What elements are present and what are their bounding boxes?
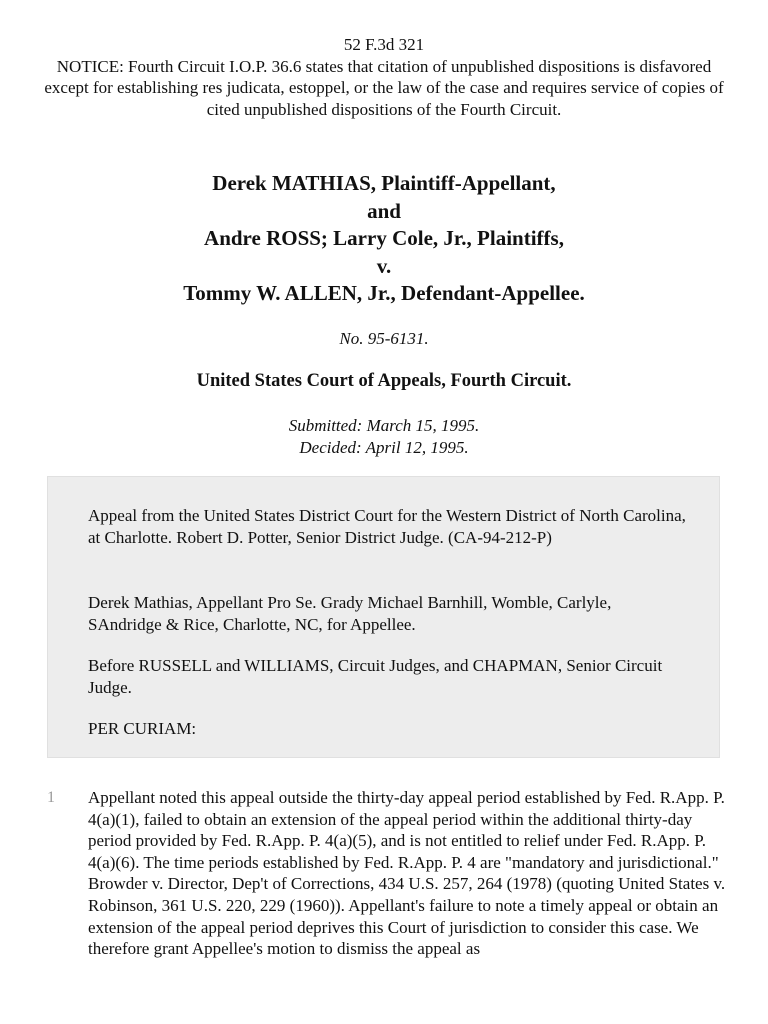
- opinion-paragraph: Appellant noted this appeal outside the thirty-day appeal period established by Fed. R.App. P. 4(a)(1), failed to obtain an extension of the appeal period within the additional thirty-day period provided by Fed. R.App. P. 4(a)(5), and is not entitled to relief under Fed. R.App. P. 4(a)(6). The time periods established by Fed. R.App. P. 4 are "mandatory and jurisdictional." Browder v. Director, Dep't of Corrections, 434 U.S. 257, 264 (1978) (quoting United States v. Robinson, 361 U.S. 220, 229 (1960)). Appellant's failure to note a timely appeal or obtain an extension of the appeal period deprives this Court of jurisdiction to consider this case. We therefore grant Appellee's motion to dismiss the appeal as: [88, 788, 726, 959]
- panel-text: Before RUSSELL and WILLIAMS, Circuit Judges, and CHAPMAN, Senior Circuit Judge.: [88, 656, 663, 697]
- party-plaintiffs: Andre ROSS; Larry Cole, Jr., Plaintiffs,: [204, 226, 564, 250]
- case-dates: [40, 415, 728, 458]
- per-curiam-label: PER CURIAM:: [88, 719, 197, 738]
- appeal-from-text: Appeal from the United States District Court for the Western District of North Carolina, at Charlotte. Robert D. Potter, Senior District Judge. (CA-94-212-P): [88, 506, 686, 547]
- decided-date: Decided: April 12, 1995.: [299, 437, 469, 457]
- citation: 52 F.3d 321: [343, 35, 425, 54]
- notice-text: NOTICE: Fourth Circuit I.O.P. 36.6 states that citation of unpublished dispositions is disfavored except for establishing res judicata, estoppel, or the law of the case and requires service of copies of cited unpublished dispositions of the Fourth Circuit.: [44, 56, 724, 119]
- versus: v.: [376, 253, 392, 278]
- court-name: United States Court of Appeals, Fourth Circuit.: [196, 371, 572, 391]
- party-conjunction: and: [367, 198, 401, 223]
- case-header: [40, 34, 728, 120]
- party-appellant: Derek MATHIAS, Plaintiff-Appellant,: [212, 171, 556, 195]
- paragraph-number: 1: [47, 789, 55, 806]
- case-parties: [40, 170, 728, 308]
- counsel-text: Derek Mathias, Appellant Pro Se. Grady Michael Barnhill, Womble, Carlyle, SAndridge & Rice, Charlotte, NC, for Appellee.: [88, 593, 612, 634]
- party-appellee: Tommy W. ALLEN, Jr., Defendant-Appellee.: [183, 281, 585, 305]
- docket-number: No. 95-6131.: [339, 329, 429, 348]
- submitted-date: Submitted: March 15, 1995.: [288, 416, 480, 435]
